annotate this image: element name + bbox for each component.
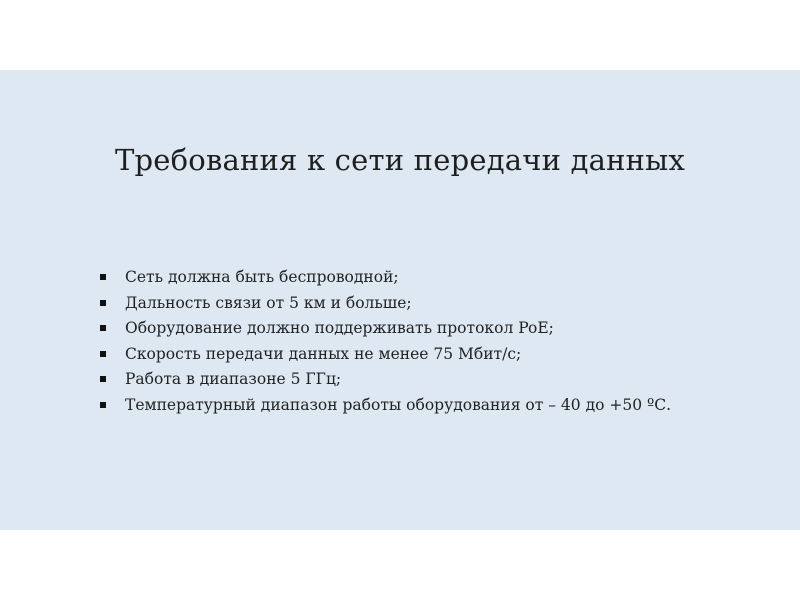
list-item-text: Работа в диапазоне 5 ГГц; [125, 370, 342, 388]
square-bullet-icon [100, 376, 106, 382]
list-item [100, 342, 671, 368]
list-item [100, 291, 671, 317]
square-bullet-icon [100, 351, 106, 357]
list-item [100, 265, 671, 291]
list-item-text: Дальность связи от 5 км и больше; [125, 293, 412, 312]
list-item-text: Оборудование должно поддерживать протокол PoE; [125, 319, 554, 337]
list-item [100, 367, 671, 393]
square-bullet-icon [100, 300, 106, 306]
slide-title: Требования к сети передачи данных [114, 143, 686, 177]
slide [0, 70, 800, 530]
square-bullet-icon [100, 325, 106, 331]
list-item-text: Температурный диапазон работы оборудования от – 40 до +50 ºС. [125, 395, 672, 414]
list-item-text: Сеть должна быть беспроводной; [125, 268, 399, 286]
list-item [100, 393, 671, 419]
square-bullet-icon [100, 402, 106, 408]
list-item-text: Скорость передачи данных не менее 75 Мбит/с; [125, 344, 522, 363]
square-bullet-icon [100, 274, 106, 280]
list-item [100, 316, 671, 342]
bullet-list [100, 265, 671, 418]
